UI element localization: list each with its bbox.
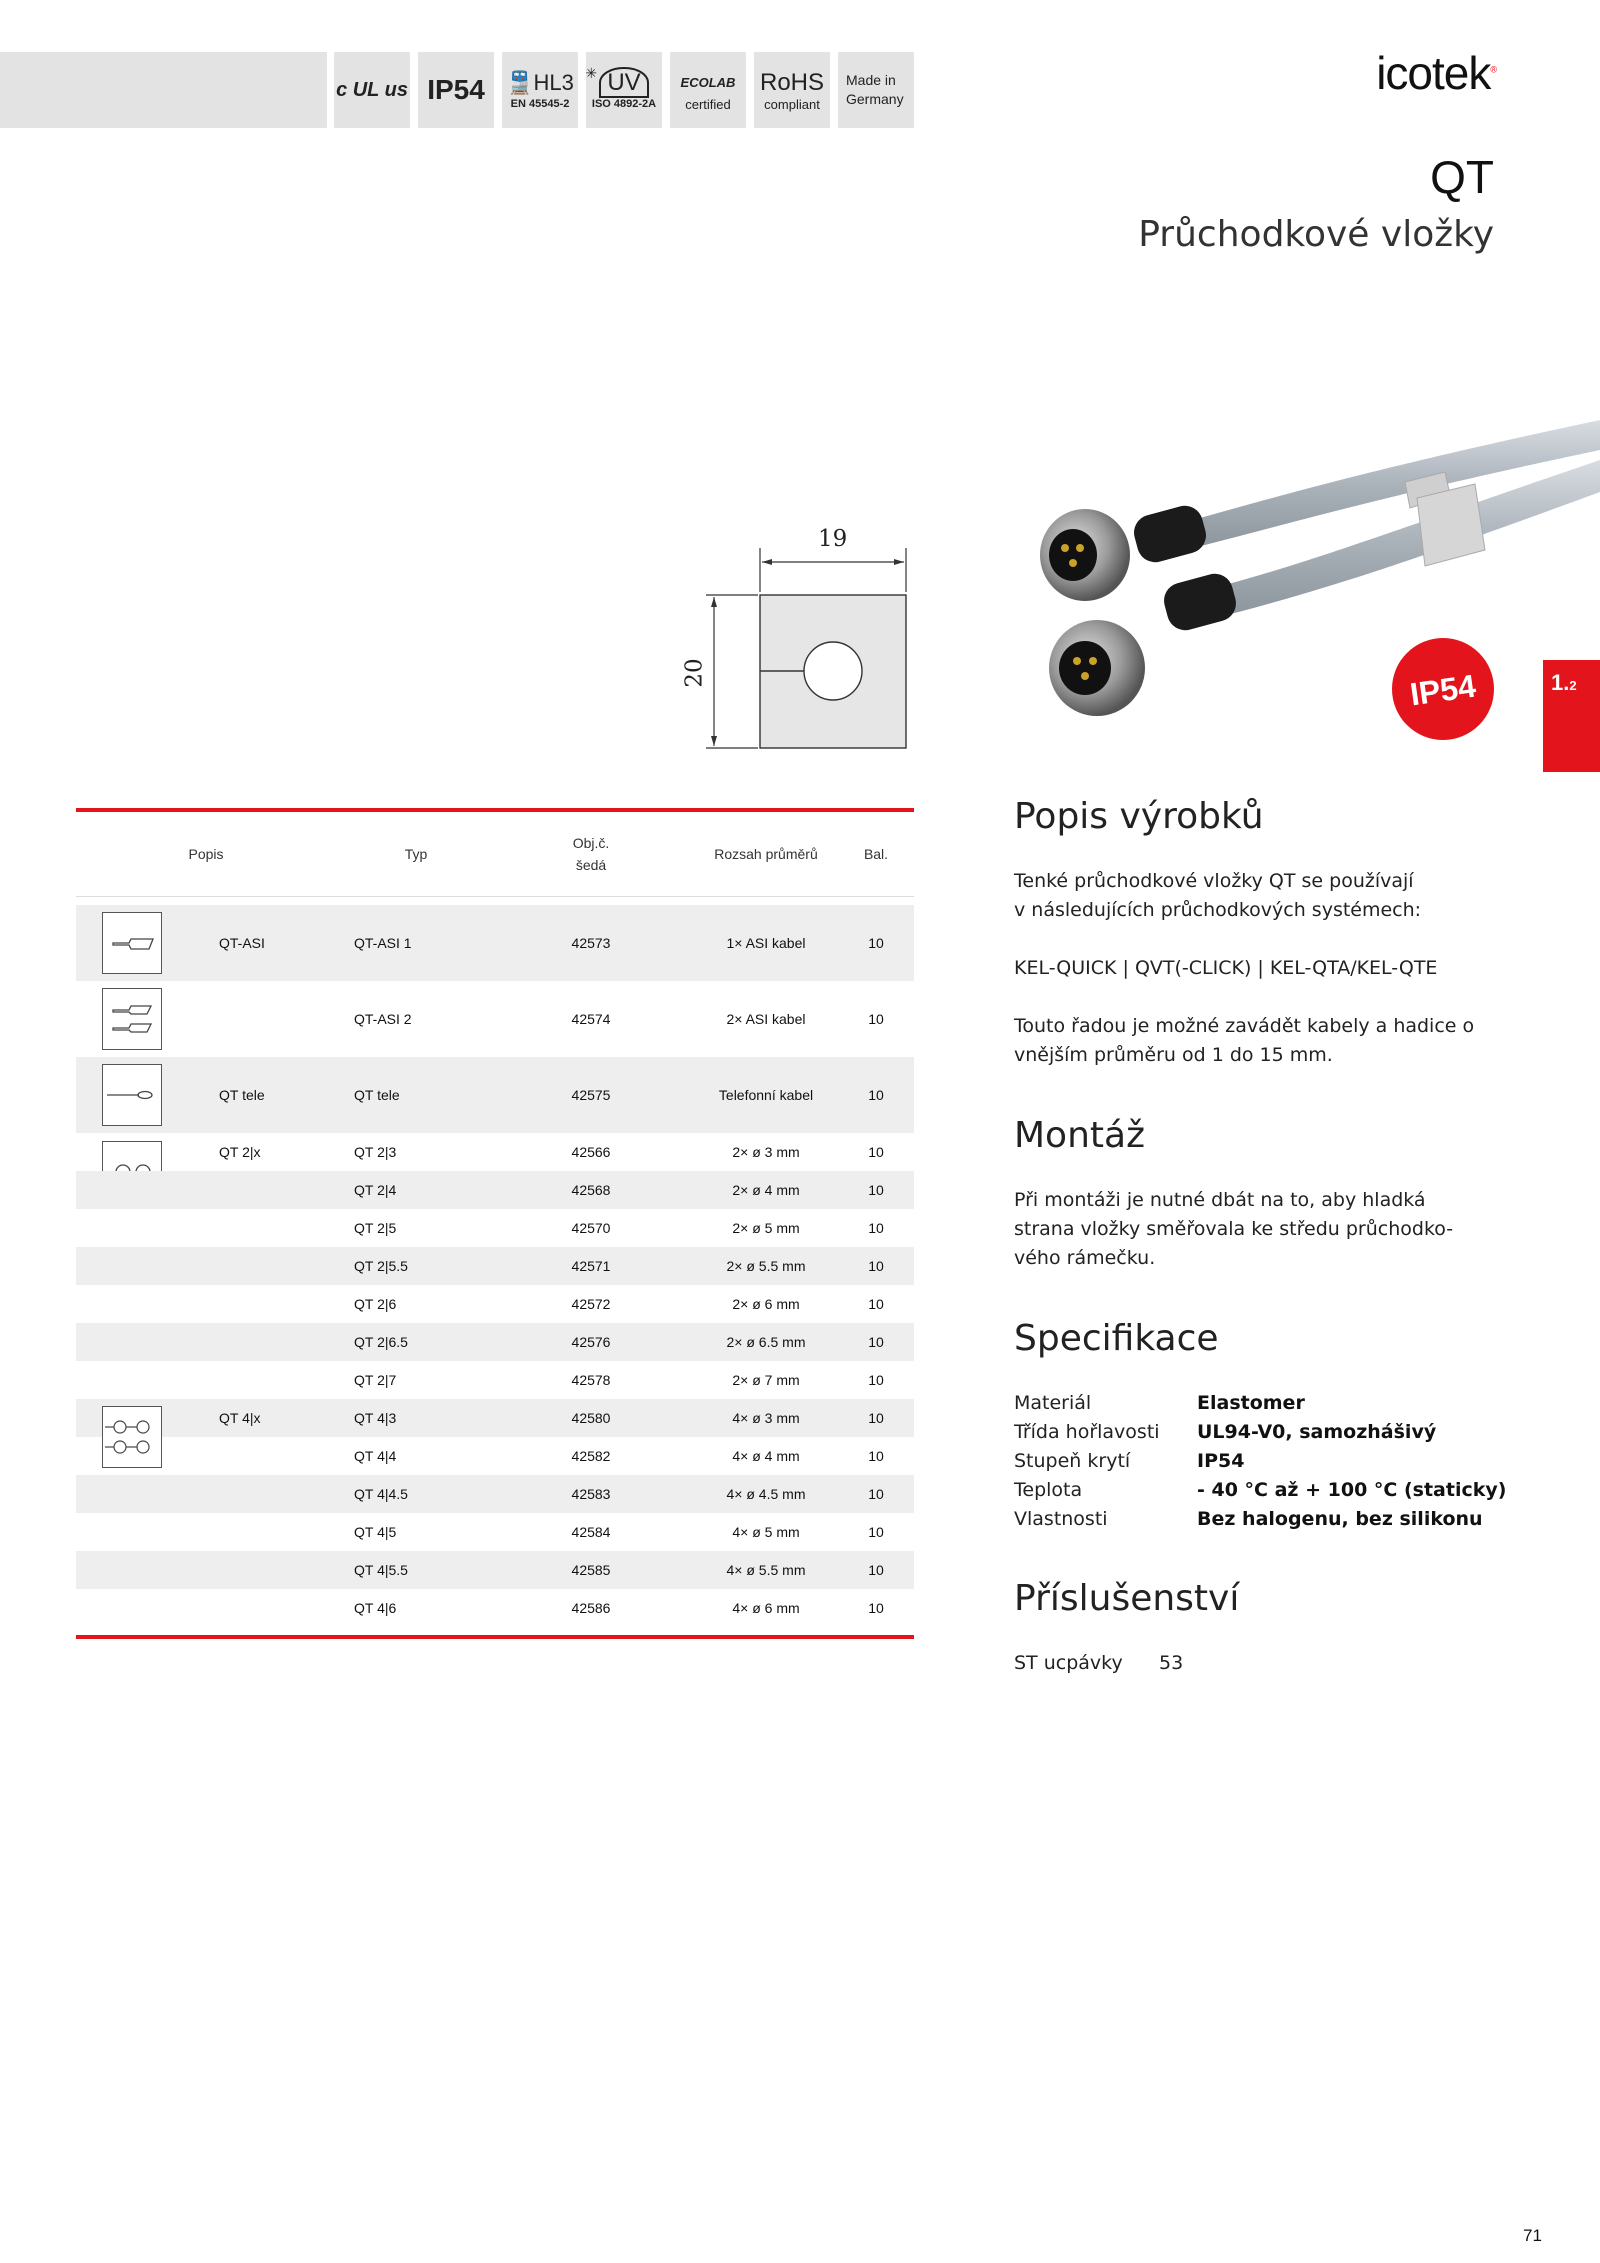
cell-typ: QT 4|4 [354,1448,397,1464]
qt-2x-group [76,1133,914,1399]
cell-rozsah: 4× ø 4.5 mm [726,1486,806,1502]
uv-cert-badge [586,52,662,128]
spec-row [1014,1418,1554,1447]
cell-obj: 42566 [571,1144,611,1160]
table-row [76,1209,914,1247]
header-rozsah: Rozsah průměrů [714,846,818,862]
header-bal: Bal. [863,846,889,862]
mounting-line2: strana vložky směřovala ke středu průchodko- [1014,1218,1454,1240]
qt-4x-group [76,1399,914,1627]
cell-bal: 10 [868,1220,884,1236]
cell-obj: 42576 [571,1334,611,1350]
cell-popis: QT-ASI [219,935,265,951]
rohs-cert-sub: compliant [764,96,820,112]
cell-rozsah: 2× ø 4 mm [732,1182,800,1198]
spec-row [1014,1389,1554,1418]
cell-typ: QT-ASI 2 [354,1011,412,1027]
cell-obj: 42583 [571,1486,611,1502]
dimension-width-label: 19 [818,526,848,552]
cell-popis: QT 4|x [219,1410,261,1426]
cell-typ: QT tele [354,1087,400,1103]
spec-value: Bez halogenu, bez silikonu [1197,1508,1483,1530]
header-obj-line1: Obj.č. [572,835,610,851]
qt-tele-shape-icon [102,1064,162,1126]
cell-obj: 42575 [571,1087,611,1103]
ecolab-cert-title: ECOLAB [680,74,736,90]
header-popis: Popis [188,846,224,862]
cell-popis: QT tele [219,1087,265,1103]
qt-4x-shape-icon [102,1406,162,1468]
cell-obj: 42584 [571,1524,611,1540]
spec-value: Elastomer [1197,1392,1305,1414]
cell-obj: 42568 [571,1182,611,1198]
cell-obj: 42580 [571,1410,611,1426]
spec-key: Materiál [1014,1392,1092,1414]
mounting-heading: Montáž [1014,1115,1145,1156]
sun-icon: ✳ [585,64,598,81]
cell-bal: 10 [868,1011,884,1027]
cell-rozsah: 1× ASI kabel [726,935,806,951]
hl3-cert-sub: EN 45545-2 [510,97,570,110]
cell-typ: QT 2|7 [354,1372,397,1388]
cell-bal: 10 [868,1372,884,1388]
table-row [76,1589,914,1627]
cell-obj: 42586 [571,1600,611,1616]
cell-typ: QT 2|4 [354,1182,397,1198]
rohs-cert-title: RoHS [759,68,825,96]
cell-obj: 42573 [571,935,611,951]
cell-rozsah: 2× ø 5.5 mm [726,1258,806,1274]
train-icon: 🚆 [506,69,534,95]
spec-row [1014,1447,1554,1476]
description-section [1014,796,1514,1070]
description-line2: v následujících průchodkových systémech: [1014,899,1422,921]
ip54-cert-badge [418,52,494,128]
accessories-section [1014,1578,1514,1678]
cell-rozsah: 4× ø 5 mm [732,1524,800,1540]
ecolab-cert-badge [670,52,746,128]
cell-bal: 10 [868,1296,884,1312]
cell-obj: 42570 [571,1220,611,1236]
cell-typ: QT 4|5 [354,1524,397,1540]
header-obj-line2: šedá [575,857,607,873]
cell-typ: QT 2|6.5 [354,1334,408,1350]
cell-bal: 10 [868,1087,884,1103]
hl3-cert-badge [502,52,578,128]
ul-cert-badge [334,52,410,128]
cell-rozsah: 2× ASI kabel [726,1011,806,1027]
spec-row [1014,1505,1554,1534]
cell-bal: 10 [868,1486,884,1502]
qt-asi-1-shape-icon [102,912,162,974]
cell-popis [219,981,339,1057]
spec-value: IP54 [1197,1450,1245,1472]
table-row [76,1323,914,1361]
qt-asi-2-shape-icon [102,988,162,1050]
cell-obj: 42585 [571,1562,611,1578]
ecolab-cert-sub: certified [685,96,731,112]
table-bottom-rule [76,1635,914,1639]
icotek-logo [1376,46,1496,100]
chapter-tab-label [1551,670,1577,696]
ip54-badge-label: IP54 [1407,667,1479,713]
cell-popis: QT 2|x [219,1144,261,1160]
cell-rozsah: 2× ø 6.5 mm [726,1334,806,1350]
cell-typ: QT 4|5.5 [354,1562,408,1578]
ul-cert-label: c UL us [336,79,408,101]
page-title: QT [1430,151,1494,203]
cell-rozsah: 2× ø 5 mm [732,1220,800,1236]
product-photo [1005,400,1600,730]
mounting-line1: Při montáži je nutné dbát na to, aby hladká [1014,1189,1426,1211]
spec-value: UL94-V0, samozhášivý [1197,1421,1437,1443]
cell-typ: QT 2|5 [354,1220,397,1236]
cell-bal: 10 [868,1448,884,1464]
table-row [76,1513,914,1551]
cell-typ: QT 2|3 [354,1144,397,1160]
cell-rozsah: 4× ø 4 mm [732,1448,800,1464]
table-row [76,1133,914,1171]
description-range-line2: vnějším průměru od 1 do 15 mm. [1014,1044,1333,1066]
cell-bal: 10 [868,935,884,951]
logo-reg-mark: ® [1490,64,1496,75]
cell-rozsah: 2× ø 6 mm [732,1296,800,1312]
technical-drawing [670,520,930,760]
chapter-tab[interactable] [1543,660,1600,772]
cell-rozsah: 4× ø 5.5 mm [726,1562,806,1578]
accessory-item[interactable]: ST ucpávky [1014,1652,1123,1674]
specs-section [1014,1318,1554,1534]
cert-bar-background [0,52,327,128]
table-row [76,981,914,1057]
page-subtitle: Průchodkové vložky [1138,214,1494,255]
made-in-line1: Made in [846,72,896,88]
cell-obj: 42578 [571,1372,611,1388]
cell-typ: QT 2|6 [354,1296,397,1312]
spec-value: - 40 °C až + 100 °C (staticky) [1197,1479,1507,1501]
table-row [76,1361,914,1399]
header-obj [536,812,646,896]
header-typ: Typ [404,846,428,862]
description-line1: Tenké průchodkové vložky QT se používají [1014,870,1414,892]
description-range-line1: Touto řadou je možné zavádět kabely a hadice o [1014,1015,1475,1037]
cell-rozsah: Telefonní kabel [718,1087,814,1103]
cell-bal: 10 [868,1144,884,1160]
cell-bal: 10 [868,1258,884,1274]
cell-typ: QT 4|3 [354,1410,397,1426]
cell-obj: 42582 [571,1448,611,1464]
cell-obj: 42571 [571,1258,611,1274]
cell-bal: 10 [868,1410,884,1426]
cell-rozsah: 4× ø 6 mm [732,1600,800,1616]
logo-text: icotek [1376,47,1491,99]
description-systems: KEL-QUICK | QVT(-CLICK) | KEL-QTA/KEL-QTE [1014,957,1438,979]
cell-bal: 10 [868,1182,884,1198]
cell-typ: QT 2|5.5 [354,1258,408,1274]
cell-obj: 42572 [571,1296,611,1312]
rohs-cert-badge [754,52,830,128]
spec-key: Stupeň krytí [1014,1450,1131,1472]
mounting-section [1014,1115,1514,1273]
cell-bal: 10 [868,1600,884,1616]
table-row [76,1247,914,1285]
accessory-page-ref[interactable]: 53 [1159,1652,1184,1674]
product-table [76,808,914,1639]
made-in-germany-badge [838,52,914,128]
dimension-height-label: 20 [681,658,708,688]
cell-bal: 10 [868,1562,884,1578]
spec-key: Teplota [1014,1479,1083,1501]
specs-heading: Specifikace [1014,1318,1219,1359]
uv-cert-title: UV [599,67,648,98]
table-row [76,1551,914,1589]
hl3-cert-title: HL3 [533,69,574,95]
table-row [76,1475,914,1513]
cell-bal: 10 [868,1524,884,1540]
description-heading: Popis výrobků [1014,796,1264,837]
spec-row [1014,1476,1554,1505]
table-row [76,1285,914,1323]
table-header [76,812,914,897]
table-row [76,1399,914,1437]
page-number: 71 [1523,2226,1542,2245]
cell-typ: QT 4|4.5 [354,1486,408,1502]
cell-obj: 42574 [571,1011,611,1027]
chapter-tab-sub: 2 [1569,678,1577,693]
spec-key: Vlastnosti [1014,1508,1108,1530]
uv-cert-sub: ISO 4892-2A [591,97,657,110]
cell-rozsah: 2× ø 7 mm [732,1372,800,1388]
made-in-line2: Germany [846,91,904,107]
cell-bal: 10 [868,1334,884,1350]
cell-typ: QT-ASI 1 [354,935,412,951]
ip54-cert-label: IP54 [427,74,485,105]
accessory-row[interactable] [1014,1649,1514,1678]
cell-rozsah: 2× ø 3 mm [732,1144,800,1160]
chapter-tab-main: 1. [1551,670,1570,695]
table-row [76,1057,914,1133]
accessories-heading: Příslušenství [1014,1578,1240,1619]
table-row [76,1437,914,1475]
cell-rozsah: 4× ø 3 mm [732,1410,800,1426]
table-row [76,905,914,981]
mounting-line3: vého rámečku. [1014,1247,1156,1269]
cell-typ: QT 4|6 [354,1600,397,1616]
spec-key: Třída hořlavosti [1014,1421,1160,1443]
table-row [76,1171,914,1209]
